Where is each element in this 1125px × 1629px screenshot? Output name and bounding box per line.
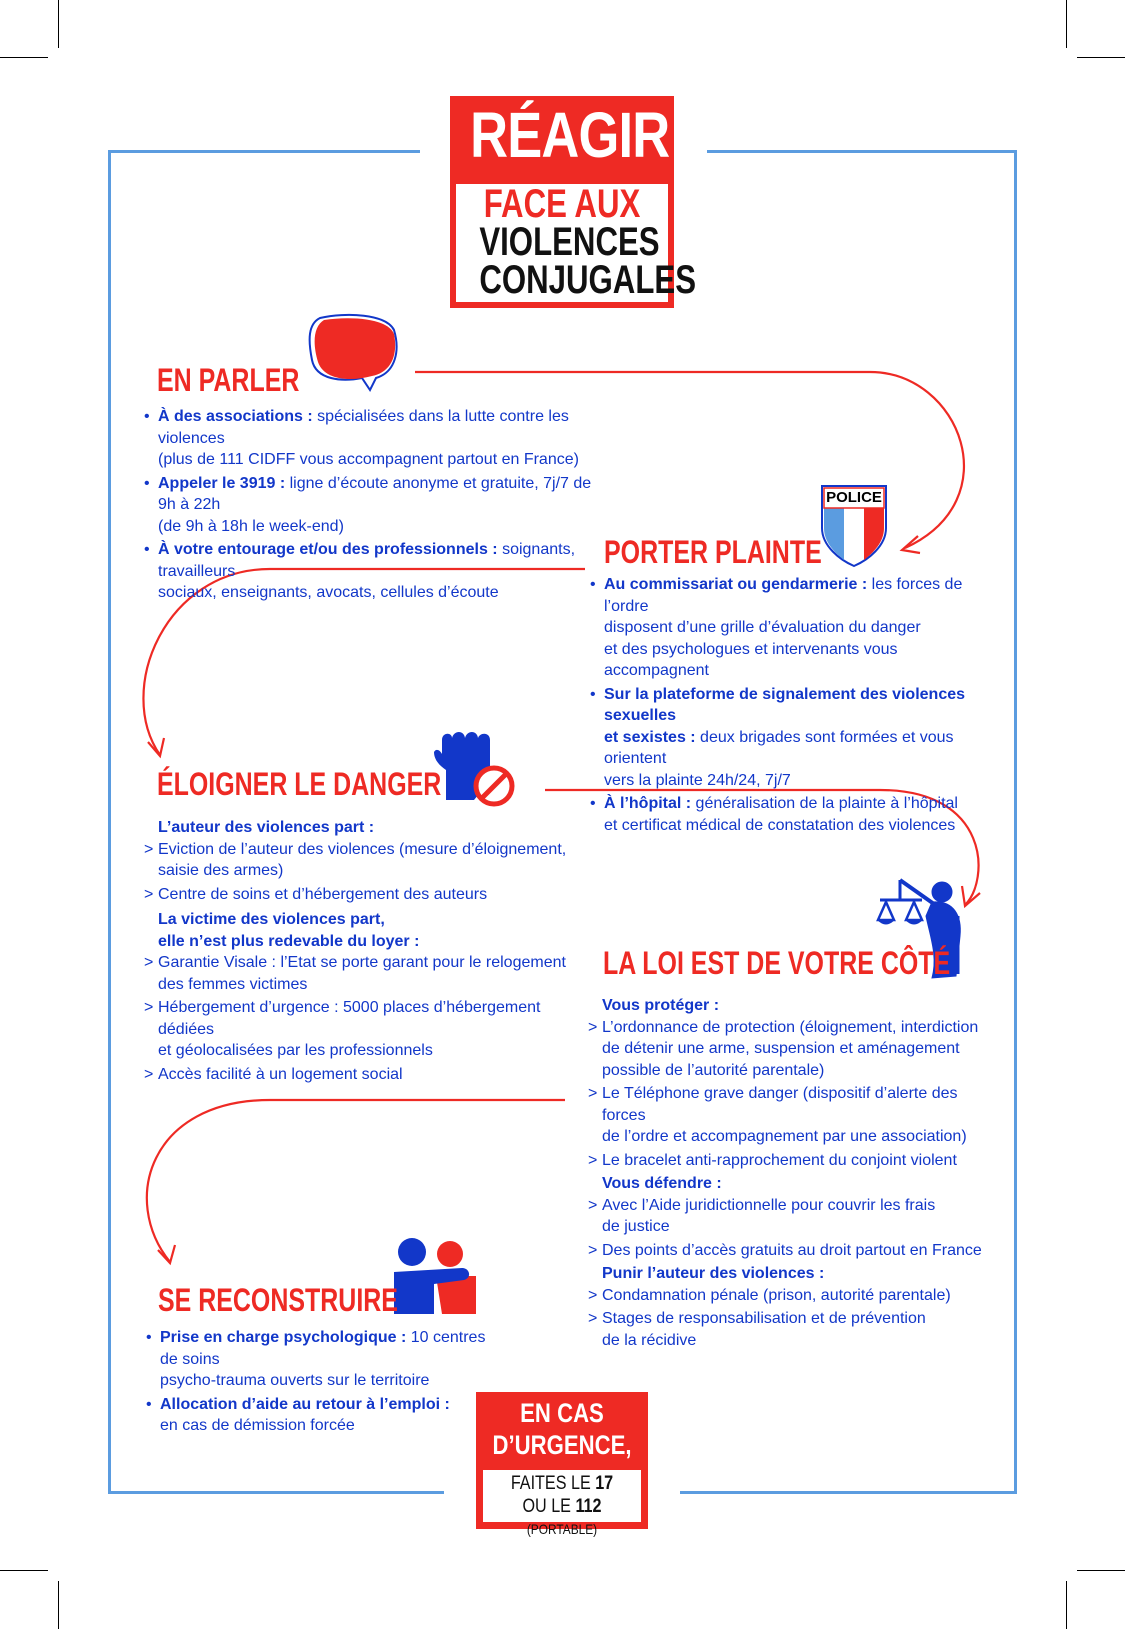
- section-title-eloigner: ÉLOIGNER LE DANGER: [157, 766, 442, 802]
- speech-bubble-icon: [306, 310, 402, 400]
- list-item: > Accès facilité à un logement social: [144, 1065, 403, 1083]
- section-loi: [588, 993, 998, 1353]
- arrow-loi-to-reconstruire: [147, 1100, 565, 1262]
- section-title-reconstruire: SE RECONSTRUIRE: [158, 1282, 398, 1318]
- section-title-en-parler: EN PARLER: [157, 362, 300, 398]
- section-title-porter-plainte: PORTER PLAINTE: [604, 534, 822, 570]
- group-heading: Vous défendre :: [602, 1175, 722, 1192]
- list-item: • Prise en charge psychologique : 10 centres de soins psycho-trauma ouverts sur le territoire: [146, 1329, 486, 1389]
- list-item: > L’ordonnance de protection (éloignement, interdiction de détenir une arme, suspension et aménagement possible de l’autorité parentale): [588, 1018, 979, 1079]
- list-item: > Centre de soins et d’hébergement des auteurs: [144, 885, 488, 903]
- emergency-line-2: D’URGENCE,: [492, 1430, 632, 1460]
- list-item: > Hébergement d’urgence : 5000 places d’hébergement dédiées et géolocalisées par les professionnels: [144, 999, 541, 1059]
- emergency-number-17: 17: [595, 1473, 614, 1494]
- list-item: > Le Téléphone grave danger (dispositif d’alerte des forces de l’ordre et accompagnement par une association): [588, 1085, 967, 1145]
- group-heading: Punir l’auteur des violences :: [602, 1265, 825, 1282]
- list-item: • Allocation d’aide au retour à l’emploi : en cas de démission forcée: [146, 1395, 450, 1434]
- list-item: • À votre entourage et/ou des professionnels : soignants, travailleurs sociaux, enseignants, avocats, cellules d’écoute: [144, 541, 576, 601]
- list-item: • À l’hôpital : généralisation de la plainte à l’hôpital et certificat médical de constatation des violences: [590, 795, 958, 834]
- section-title-loi: LA LOI EST DE VOTRE CÔTÉ: [603, 945, 951, 981]
- section-porter-plainte: [590, 574, 1000, 838]
- emergency-line-3: FAITES LE 17: [510, 1473, 614, 1494]
- raised-hand-stop-icon: [430, 726, 518, 810]
- section-reconstruire: [146, 1327, 506, 1439]
- list-item: • Appeler le 3919 : ligne d’écoute anonyme et gratuite, 7j/7 de 9h à 22h (de 9h à 18h le week-end): [144, 474, 592, 535]
- section-eloigner: [144, 815, 584, 1087]
- list-item: • Au commissariat ou gendarmerie : les forces de l’ordre disposent d’une grille d’évaluation du danger et des psychologues et intervenants vous accompagnent: [590, 576, 963, 679]
- list-item: > Avec l’Aide juridictionnelle pour couvrir les frais de justice: [588, 1196, 936, 1235]
- emergency-number-112: 112: [575, 1496, 602, 1517]
- emergency-line-4: OU LE 112 (PORTABLE): [522, 1496, 602, 1537]
- title-line-3: VIOLENCES: [479, 220, 660, 264]
- list-item: > Le bracelet anti-rapprochement du conjoint violent: [588, 1151, 957, 1169]
- police-badge-label: POLICE: [826, 489, 882, 506]
- list-item: • Sur la plateforme de signalement des violences sexuelles et sexistes : deux brigades sont formées et vous orientent vers la plainte 24h/24, 7j/7: [590, 685, 966, 789]
- emergency-numbers-panel: [483, 1470, 641, 1537]
- list-item: > Des points d’accès gratuits au droit partout en France: [588, 1241, 982, 1259]
- group-heading: La victime des violences part, elle n’est plus redevable du loyer :: [158, 911, 420, 950]
- list-item: > Garantie Visale : l’Etat se porte garant pour le relogement des femmes victimes: [144, 954, 566, 993]
- group-heading: Vous protéger :: [602, 997, 720, 1014]
- title-line-1: RÉAGIR: [470, 99, 670, 171]
- list-item: > Condamnation pénale (prison, autorité parentale): [588, 1286, 951, 1304]
- title-line-2: FACE AUX: [483, 182, 641, 226]
- list-item: • À des associations : spécialisées dans la lutte contre les violences (plus de 111 CIDFF vous accompagnent partout en France): [144, 408, 579, 468]
- section-en-parler: [144, 406, 604, 606]
- emergency-line-1: EN CAS: [520, 1398, 604, 1428]
- list-item: > Eviction de l’auteur des violences (mesure d’éloignement, saisie des armes): [144, 840, 567, 879]
- emergency-box: [476, 1392, 648, 1537]
- list-item: > Stages de responsabilisation et de prévention de la récidive: [588, 1310, 926, 1349]
- group-heading: L’auteur des violences part :: [158, 819, 375, 836]
- title-line-4: CONJUGALES: [479, 258, 697, 302]
- two-people-support-icon: [392, 1238, 476, 1316]
